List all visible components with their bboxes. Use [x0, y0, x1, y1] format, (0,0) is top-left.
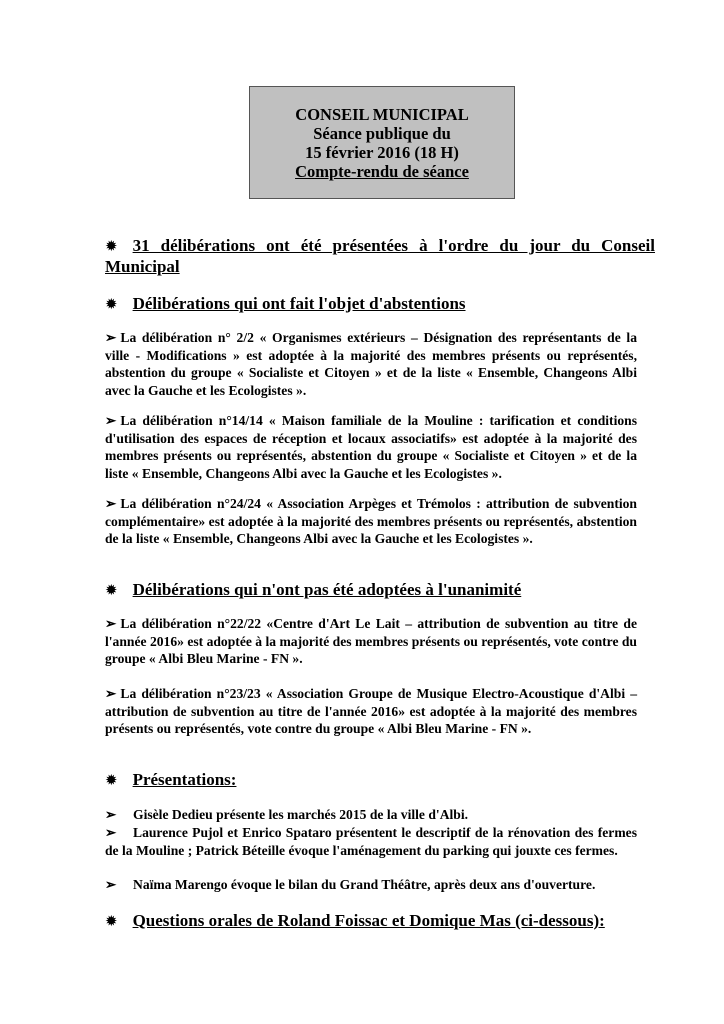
- bullet-icon: ✹: [105, 239, 118, 255]
- section-heading-abstentions: [105, 294, 655, 315]
- title-box: [249, 86, 515, 199]
- paragraph-text: La délibération n°14/14 « Maison familiale de la Mouline : tarification et conditions d'utilisation des espaces de réception et locaux associatifs» est adoptée à la majorité des membres présents ou représentés, abstention du groupe « Socialiste et Citoyen » et de la liste « Ensemble, Changeons Albi avec la Gauche et les Ecologistes ».: [105, 413, 637, 481]
- paragraph-text: La délibération n°24/24 « Association Arpèges et Trémolos : attribution de subvention complémentaire» est adoptée à la majorité des membres présents ou représentés, abstention de la liste « Ensemble, Changeons Albi avec la Gauche et les Ecologistes ».: [105, 496, 637, 547]
- presentation-item: [105, 806, 637, 824]
- arrow-icon: ➢: [105, 616, 117, 631]
- section-heading-text: 31 délibérations ont été présentées à l'ordre du jour du Conseil Municipal: [105, 236, 655, 276]
- paragraph-text: La délibération n°23/23 « Association Groupe de Musique Electro-Acoustique d'Albi – attribution de subvention au titre de l'année 2016» est adoptée à la majorité des membres présents ou représentés, vote contre du groupe « Albi Bleu Marine - FN ».: [105, 686, 637, 737]
- arrow-icon: ➢: [105, 496, 117, 511]
- paragraph-text: La délibération n° 2/2 « Organismes extérieurs – Désignation des représentants de la ville - Modifications » est adoptée à la majorité des membres présents ou représentés, abstention du groupe « Socialiste et Citoyen » et de la liste « Ensemble, Changeons Albi avec la Gauche et les Ecologistes ».: [105, 330, 637, 398]
- arrow-icon: ➢: [105, 413, 117, 428]
- arrow-icon: ➢: [105, 330, 117, 345]
- section-heading-text: Questions orales de Roland Foissac et Domique Mas (ci-dessous):: [132, 911, 605, 930]
- arrow-icon: ➢: [105, 807, 117, 822]
- section-heading-presentations: [105, 770, 655, 791]
- paragraph-deliberation-14: [105, 412, 637, 482]
- arrow-icon: ➢: [105, 825, 117, 840]
- title-line-3: 15 février 2016 (18 H): [305, 142, 459, 162]
- bullet-icon: ✹: [105, 773, 118, 789]
- presentation-item: [105, 876, 637, 894]
- title-line-4: Compte-rendu de séance: [295, 161, 469, 181]
- paragraph-deliberation-22: [105, 615, 637, 668]
- paragraph-deliberation-23: [105, 685, 637, 738]
- section-heading-non-unanimous: [105, 580, 655, 601]
- arrow-icon: ➢: [105, 877, 117, 892]
- section-heading-deliberations-count: [105, 236, 655, 277]
- bullet-icon: ✹: [105, 583, 118, 599]
- section-heading-text: Délibérations qui ont fait l'objet d'abstentions: [132, 294, 466, 313]
- title-line-2: Séance publique du: [313, 123, 451, 143]
- paragraph-deliberation-24: [105, 495, 637, 548]
- paragraph-text: La délibération n°22/22 «Centre d'Art Le Lait – attribution de subvention au titre de l'année 2016» est adoptée à la majorité des membres présents ou représentés, vote contre du groupe « Albi Bleu Marine - FN ».: [105, 616, 637, 667]
- bullet-icon: ✹: [105, 297, 118, 313]
- section-heading-text: Délibérations qui n'ont pas été adoptées à l'unanimité: [132, 580, 522, 599]
- title-line-1: CONSEIL MUNICIPAL: [295, 104, 469, 124]
- presentation-text: Laurence Pujol et Enrico Spataro présentent le descriptif de la rénovation des fermes de la Mouline ; Patrick Béteille évoque l'aménagement du parking qui jouxte ces fermes.: [105, 825, 637, 858]
- arrow-icon: ➢: [105, 686, 117, 701]
- bullet-icon: ✹: [105, 914, 118, 930]
- section-heading-oral-questions: [105, 911, 655, 932]
- section-heading-text: Présentations:: [132, 770, 237, 789]
- paragraph-deliberation-2: [105, 329, 637, 399]
- presentation-text: Naïma Marengo évoque le bilan du Grand Théâtre, après deux ans d'ouverture.: [133, 877, 596, 892]
- presentation-item: [105, 824, 637, 859]
- presentation-text: Gisèle Dedieu présente les marchés 2015 de la ville d'Albi.: [133, 807, 469, 822]
